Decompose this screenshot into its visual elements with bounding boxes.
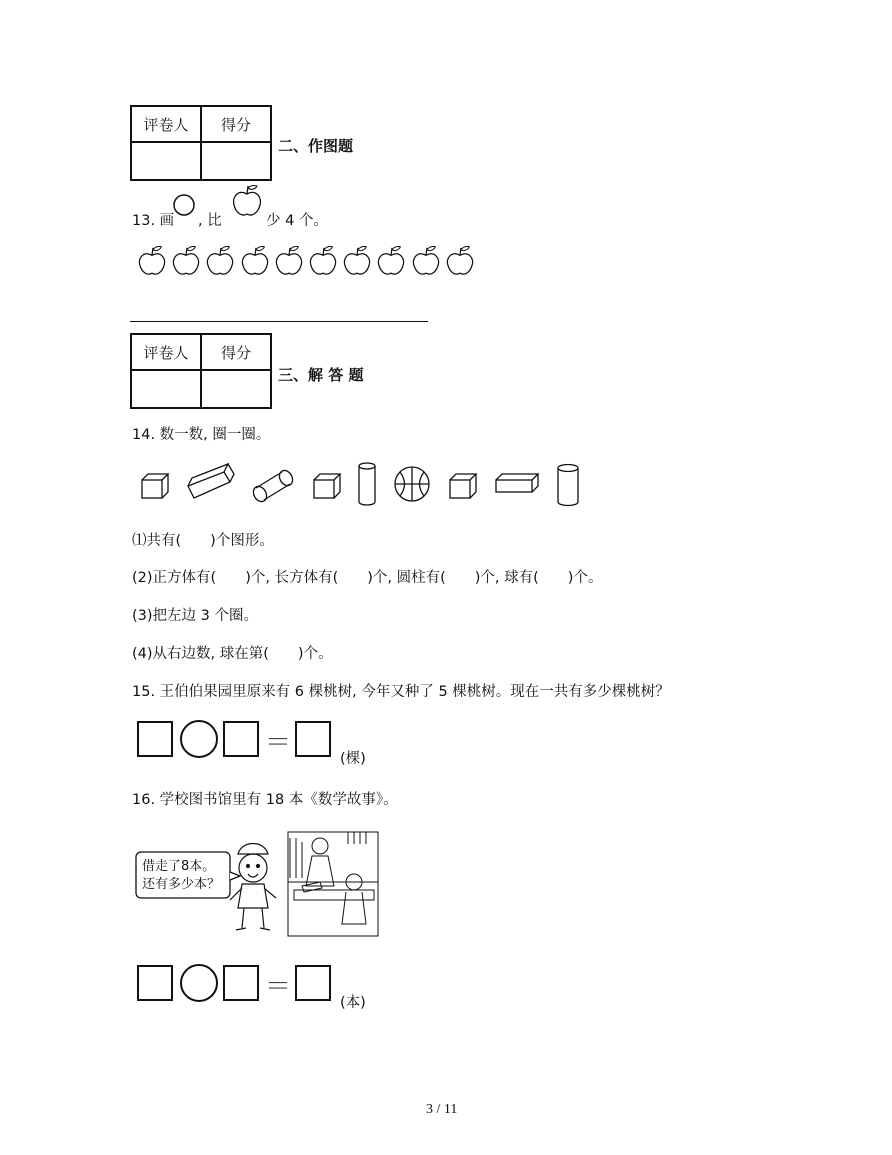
apple-icon	[170, 242, 202, 278]
question-number: 13.	[132, 213, 156, 229]
sub-question-4: (4)从右边数, 球在第( )个。	[132, 646, 333, 662]
unit-label: (棵)	[340, 751, 366, 767]
sub-question-2: (2)正方体有( )个, 长方体有( )个, 圆柱有( )个, 球有( )个。	[132, 570, 603, 586]
question-text: 少 4 个。	[266, 213, 328, 229]
grader-cell	[131, 370, 201, 408]
operator-circle[interactable]	[180, 720, 218, 758]
speech-bubble-text	[142, 858, 220, 894]
answer-box[interactable]	[295, 721, 331, 757]
cube-icon	[142, 474, 168, 498]
answer-box[interactable]	[223, 721, 259, 757]
score-table	[130, 105, 272, 181]
apple-icon	[375, 242, 407, 278]
bubble-line: 还有多少本？	[142, 877, 221, 892]
score-cell	[201, 142, 271, 180]
apple-icon	[444, 242, 476, 278]
cube-icon	[314, 474, 340, 498]
question-16: 16. 学校图书馆里有 18 本《数学故事》。	[132, 792, 398, 808]
apple-icon	[230, 183, 264, 219]
score-table	[130, 333, 272, 409]
cylinder-icon	[251, 468, 295, 504]
question-text: 画	[159, 213, 175, 229]
section-title: 二、作图题	[278, 137, 354, 155]
answer-box[interactable]	[295, 965, 331, 1001]
sub-question-1: ⑴共有( )个图形。	[132, 533, 274, 549]
unit-label: (本)	[340, 995, 366, 1011]
score-header: 得分	[201, 334, 271, 370]
apple-icon	[307, 242, 339, 278]
question-14: 14. 数一数, 圈一圈。	[132, 427, 271, 443]
answer-box[interactable]	[223, 965, 259, 1001]
answer-line	[130, 321, 428, 322]
cube-icon	[450, 474, 476, 498]
page-number: 3 / 11	[426, 1102, 458, 1117]
cylinder-icon	[359, 463, 375, 505]
sub-question-3: (3)把左边 3 个圈。	[132, 608, 258, 624]
question-15: 15. 王伯伯果园里原来有 6 棵桃树, 今年又种了 5 棵桃树。现在一共有多少棵桃树？	[132, 684, 670, 700]
apple-icon	[341, 242, 373, 278]
cuboid-icon	[496, 474, 538, 492]
apple-icon	[410, 242, 442, 278]
question-text: , 比	[198, 213, 222, 229]
answer-box[interactable]	[137, 721, 173, 757]
score-header: 得分	[201, 106, 271, 142]
cuboid-icon	[188, 464, 234, 498]
score-cell	[201, 370, 271, 408]
apple-icon	[273, 242, 305, 278]
grader-header: 评卷人	[131, 106, 201, 142]
cylinder-icon	[558, 465, 578, 506]
apple-icon	[136, 242, 168, 278]
grader-cell	[131, 142, 201, 180]
answer-box[interactable]	[137, 965, 173, 1001]
ball-icon	[395, 467, 429, 501]
circle-icon	[172, 193, 196, 217]
apple-icon	[239, 242, 271, 278]
operator-circle[interactable]	[180, 964, 218, 1002]
question-13	[132, 209, 174, 230]
bubble-line: 借走了8本。	[142, 859, 216, 874]
grader-header: 评卷人	[131, 334, 201, 370]
shapes-row	[132, 458, 592, 510]
equals-sign: ＝	[265, 972, 292, 1002]
section-title: 三、解 答 题	[278, 366, 364, 384]
apple-icon	[204, 242, 236, 278]
apple-row	[136, 242, 476, 280]
equals-sign: ＝	[265, 728, 292, 758]
